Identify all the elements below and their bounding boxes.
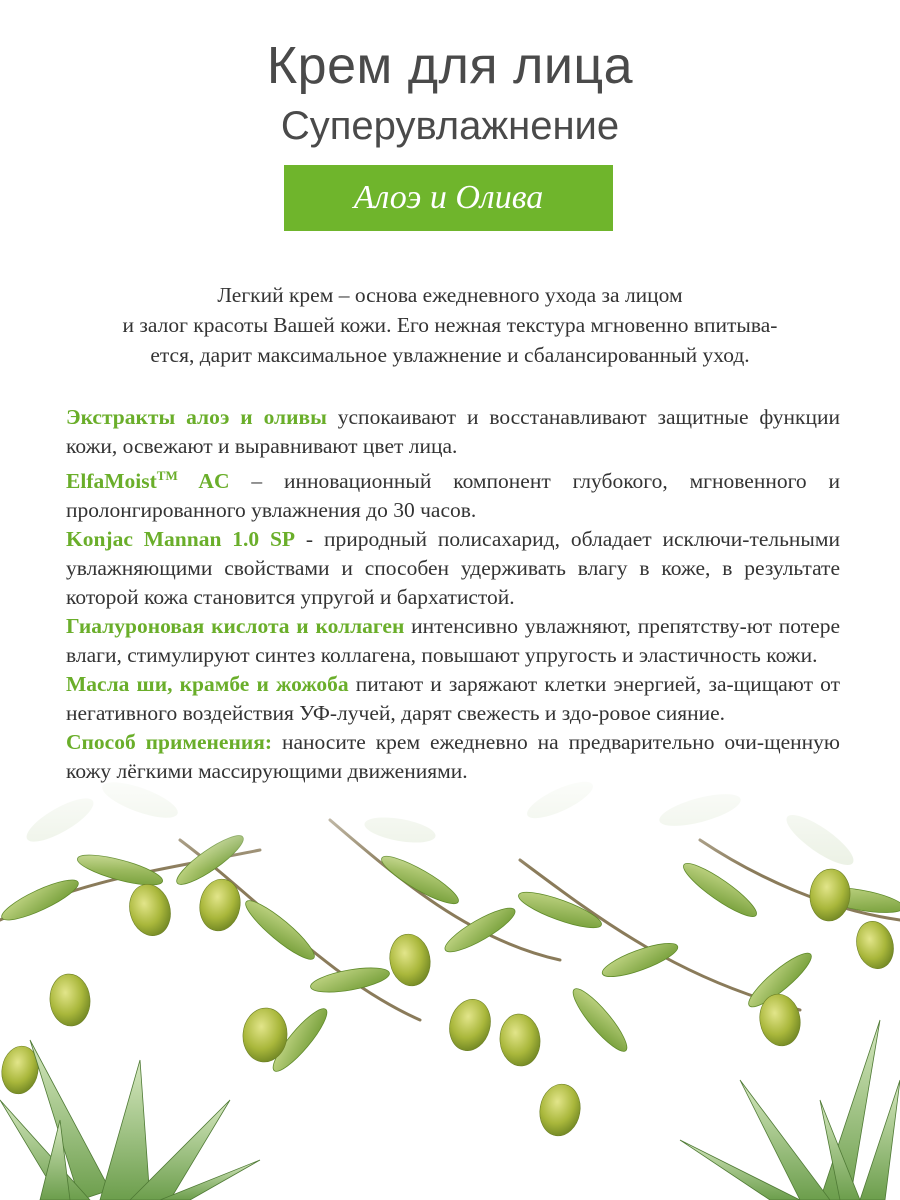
intro-line: и залог красоты Вашей кожи. Его нежная текстура мгновенно впитыва-: [122, 313, 778, 337]
feature-label-sup: TM: [156, 468, 178, 483]
feature-label-suffix: AC: [177, 469, 230, 494]
feature-item: [66, 670, 840, 728]
feature-label-main: ElfaMoist: [66, 469, 157, 494]
feature-label: [66, 469, 229, 493]
feature-label: Масла ши, крамбе и жожоба: [66, 672, 349, 697]
feature-label: Гиалуроновая кислота и коллаген: [66, 614, 405, 639]
page-title: Крем для лица: [266, 37, 634, 95]
intro-line: ется, дарит максимальное увлажнение и сбалансированный уход.: [150, 343, 750, 367]
intro-line: Легкий крем – основа ежедневного ухода за лицом: [217, 283, 683, 307]
feature-item: [66, 403, 840, 461]
feature-label: Экстракты алоэ и оливы: [66, 405, 327, 429]
olive-aloe-illustration-icon: [0, 760, 900, 1200]
feature-item: [66, 525, 840, 612]
feature-text: успокаивают и восстанавливают защитные функции кожи, освежают и выравнивают цвет лица.: [66, 405, 840, 458]
feature-text: интенсивно увлажняют, препятству-ют потере влаги, стимулируют синтез коллагена, повышают упругость и эластичность кожи.: [66, 614, 840, 668]
variant-badge: [284, 165, 613, 231]
feature-item: [66, 612, 840, 670]
feature-text: наносите крем ежедневно на предварительно очи-щенную кожу лёгкими массирующими движениями.: [66, 730, 840, 784]
page-subtitle: Суперувлажнение: [280, 104, 620, 148]
feature-label: Konjac Mannan 1.0 SP: [66, 527, 296, 552]
feature-label: Способ применения:: [66, 730, 273, 755]
feature-text: - природный полисахарид, обладает исключи-тельными увлажняющими свойствами и способен удерживать влагу в коже, в результате которой кожа становится упругой и бархатистой.: [66, 527, 840, 610]
feature-text: – инновационный компонент глубокого, мгновенного и пролонгированного увлажнения до 30 часов.: [66, 469, 840, 523]
feature-item: [66, 728, 840, 786]
features-list: [66, 403, 840, 786]
variant-badge-label: Алоэ и Олива: [353, 179, 544, 216]
intro-text: [80, 280, 820, 370]
feature-text: питают и заряжают клетки энергией, за-щищают от негативного воздействия УФ-лучей, дарят свежесть и здо-ровое сияние.: [66, 672, 840, 726]
feature-item: [66, 461, 840, 525]
